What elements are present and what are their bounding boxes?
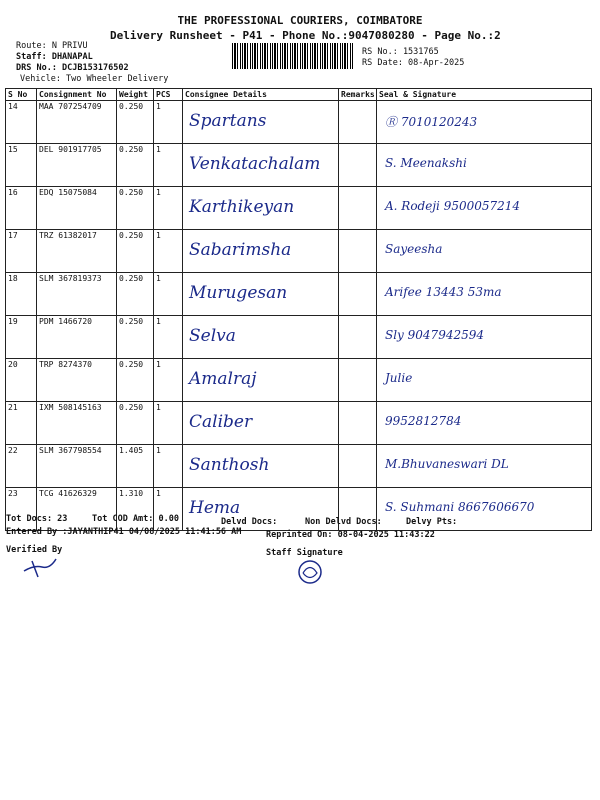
delvd-docs: Delvd Docs: [221, 517, 278, 527]
verifier-signature-mark [20, 555, 60, 579]
cell-consignment-no: SLM 367819373 [37, 273, 117, 316]
cell-consignee [183, 230, 339, 273]
rs-date: RS Date: 08-Apr-2025 [362, 58, 465, 68]
handwritten-signature: Ⓡ 7010120243 [385, 115, 478, 129]
cell-seal-signature [377, 230, 592, 273]
cell-pcs: 1 [154, 359, 183, 402]
cell-sno: 14 [6, 101, 37, 144]
cell-pcs: 1 [154, 273, 183, 316]
cell-sno: 20 [6, 359, 37, 402]
table-row [6, 316, 592, 359]
cell-sno: 19 [6, 316, 37, 359]
handwritten-consignee-name: Spartans [189, 111, 267, 131]
reprinted-on: Reprinted On: 08-04-2025 11:43:22 [266, 530, 435, 540]
cell-remarks [339, 187, 377, 230]
cell-remarks [339, 359, 377, 402]
cell-remarks [339, 230, 377, 273]
cell-sno: 21 [6, 402, 37, 445]
cell-consignee [183, 402, 339, 445]
col-header-seal: Seal & Signature [377, 89, 592, 101]
cell-weight: 0.250 [117, 187, 154, 230]
cell-pcs: 1 [154, 488, 183, 531]
cell-seal-signature [377, 402, 592, 445]
handwritten-consignee-name: Caliber [189, 412, 253, 432]
cell-remarks [339, 445, 377, 488]
col-header-remarks: Remarks [339, 89, 377, 101]
handwritten-consignee-name: Hema [189, 498, 241, 518]
handwritten-consignee-name: Santhosh [189, 455, 270, 475]
handwritten-signature: Arifee 13443 53ma [385, 285, 502, 299]
cell-consignment-no: EDQ 15075084 [37, 187, 117, 230]
handwritten-signature: A. Rodeji 9500057214 [385, 199, 521, 213]
handwritten-signature: S. Suhmani 8667606670 [385, 500, 535, 514]
cell-consignee [183, 445, 339, 488]
runsheet-subtitle: Delivery Runsheet - P41 - Phone No.:9047080280 - Page No.:2 [110, 29, 501, 42]
vehicle-label: Vehicle: Two Wheeler Delivery [20, 74, 169, 84]
cell-seal-signature [377, 101, 592, 144]
company-title: THE PROFESSIONAL COURIERS, COIMBATORE [177, 14, 423, 27]
drs-label: DRS No.: DCJB153176502 [16, 63, 129, 73]
staff-seal-mark [296, 558, 324, 586]
cell-consignment-no: TRZ 61382017 [37, 230, 117, 273]
handwritten-consignee-name: Sabarimsha [189, 240, 292, 260]
cell-remarks [339, 101, 377, 144]
handwritten-signature: Sly 9047942594 [385, 328, 484, 342]
cell-consignee [183, 273, 339, 316]
cell-remarks [339, 273, 377, 316]
cell-consignee [183, 359, 339, 402]
cell-pcs: 1 [154, 316, 183, 359]
handwritten-signature: M.Bhuvaneswari DL [385, 457, 509, 471]
cell-consignee [183, 316, 339, 359]
cell-sno: 17 [6, 230, 37, 273]
staff-signature-label: Staff Signature [266, 548, 343, 558]
col-header-consignment: Consignment No [37, 89, 117, 101]
handwritten-signature: S. Meenakshi [385, 156, 467, 170]
cell-consignment-no: SLM 367798554 [37, 445, 117, 488]
handwritten-consignee-name: Karthikeyan [189, 197, 295, 217]
table-row [6, 273, 592, 316]
col-header-consignee: Consignee Details [183, 89, 339, 101]
cell-seal-signature [377, 144, 592, 187]
table-row [6, 230, 592, 273]
cell-weight: 0.250 [117, 101, 154, 144]
cell-pcs: 1 [154, 144, 183, 187]
cell-seal-signature [377, 273, 592, 316]
cell-weight: 0.250 [117, 144, 154, 187]
cell-weight: 1.405 [117, 445, 154, 488]
table-row [6, 187, 592, 230]
handwritten-consignee-name: Murugesan [189, 283, 288, 303]
handwritten-consignee-name: Amalraj [189, 369, 257, 389]
cell-consignee [183, 101, 339, 144]
runsheet-table [5, 88, 592, 531]
table-row [6, 144, 592, 187]
entered-by: Entered By :JAYANTHIP41 04/08/2025 11:41:56 AM [6, 527, 242, 537]
cell-consignee [183, 187, 339, 230]
handwritten-signature: 9952812784 [385, 414, 462, 428]
cell-weight: 0.250 [117, 316, 154, 359]
col-header-sno: S No [6, 89, 37, 101]
cell-consignment-no: PDM 1466720 [37, 316, 117, 359]
table-header-row [6, 89, 592, 101]
cell-remarks [339, 144, 377, 187]
staff-label: Staff: DHANAPAL [16, 52, 93, 62]
cell-seal-signature [377, 187, 592, 230]
cell-weight: 0.250 [117, 359, 154, 402]
cell-consignment-no: DEL 901917705 [37, 144, 117, 187]
col-header-pcs: PCS [154, 89, 183, 101]
table-row [6, 101, 592, 144]
tot-docs: Tot Docs: 23 [6, 514, 68, 524]
cell-seal-signature [377, 359, 592, 402]
route-label: Route: N PRIVU [16, 41, 88, 51]
tot-cod-amt: Tot COD Amt: 0.00 [92, 514, 179, 524]
barcode [232, 43, 354, 69]
cell-sno: 15 [6, 144, 37, 187]
cell-weight: 0.250 [117, 273, 154, 316]
cell-sno: 23 [6, 488, 37, 531]
table-row [6, 488, 592, 531]
table-row [6, 359, 592, 402]
table-row [6, 445, 592, 488]
cell-consignee [183, 144, 339, 187]
cell-sno: 16 [6, 187, 37, 230]
cell-pcs: 1 [154, 445, 183, 488]
cell-pcs: 1 [154, 230, 183, 273]
non-delvd-docs: Non Delvd Docs: [305, 517, 382, 527]
cell-weight: 0.250 [117, 402, 154, 445]
delvy-pts: Delvy Pts: [406, 517, 458, 527]
verified-by: Verified By [6, 545, 63, 555]
cell-seal-signature [377, 316, 592, 359]
rs-no: RS No.: 1531765 [362, 47, 439, 57]
cell-weight: 1.310 [117, 488, 154, 531]
col-header-weight: Weight [117, 89, 154, 101]
cell-remarks [339, 316, 377, 359]
handwritten-consignee-name: Selva [189, 326, 236, 346]
handwritten-signature: Sayeesha [385, 242, 443, 256]
cell-weight: 0.250 [117, 230, 154, 273]
handwritten-signature: Julie [385, 371, 413, 385]
cell-consignment-no: MAA 707254709 [37, 101, 117, 144]
cell-remarks [339, 402, 377, 445]
cell-seal-signature [377, 445, 592, 488]
cell-sno: 22 [6, 445, 37, 488]
cell-consignment-no: TRP 8274370 [37, 359, 117, 402]
cell-consignment-no: IXM 508145163 [37, 402, 117, 445]
cell-consignment-no: TCG 41626329 [37, 488, 117, 531]
table-row [6, 402, 592, 445]
cell-pcs: 1 [154, 402, 183, 445]
cell-pcs: 1 [154, 187, 183, 230]
handwritten-consignee-name: Venkatachalam [189, 154, 321, 174]
cell-pcs: 1 [154, 101, 183, 144]
cell-sno: 18 [6, 273, 37, 316]
